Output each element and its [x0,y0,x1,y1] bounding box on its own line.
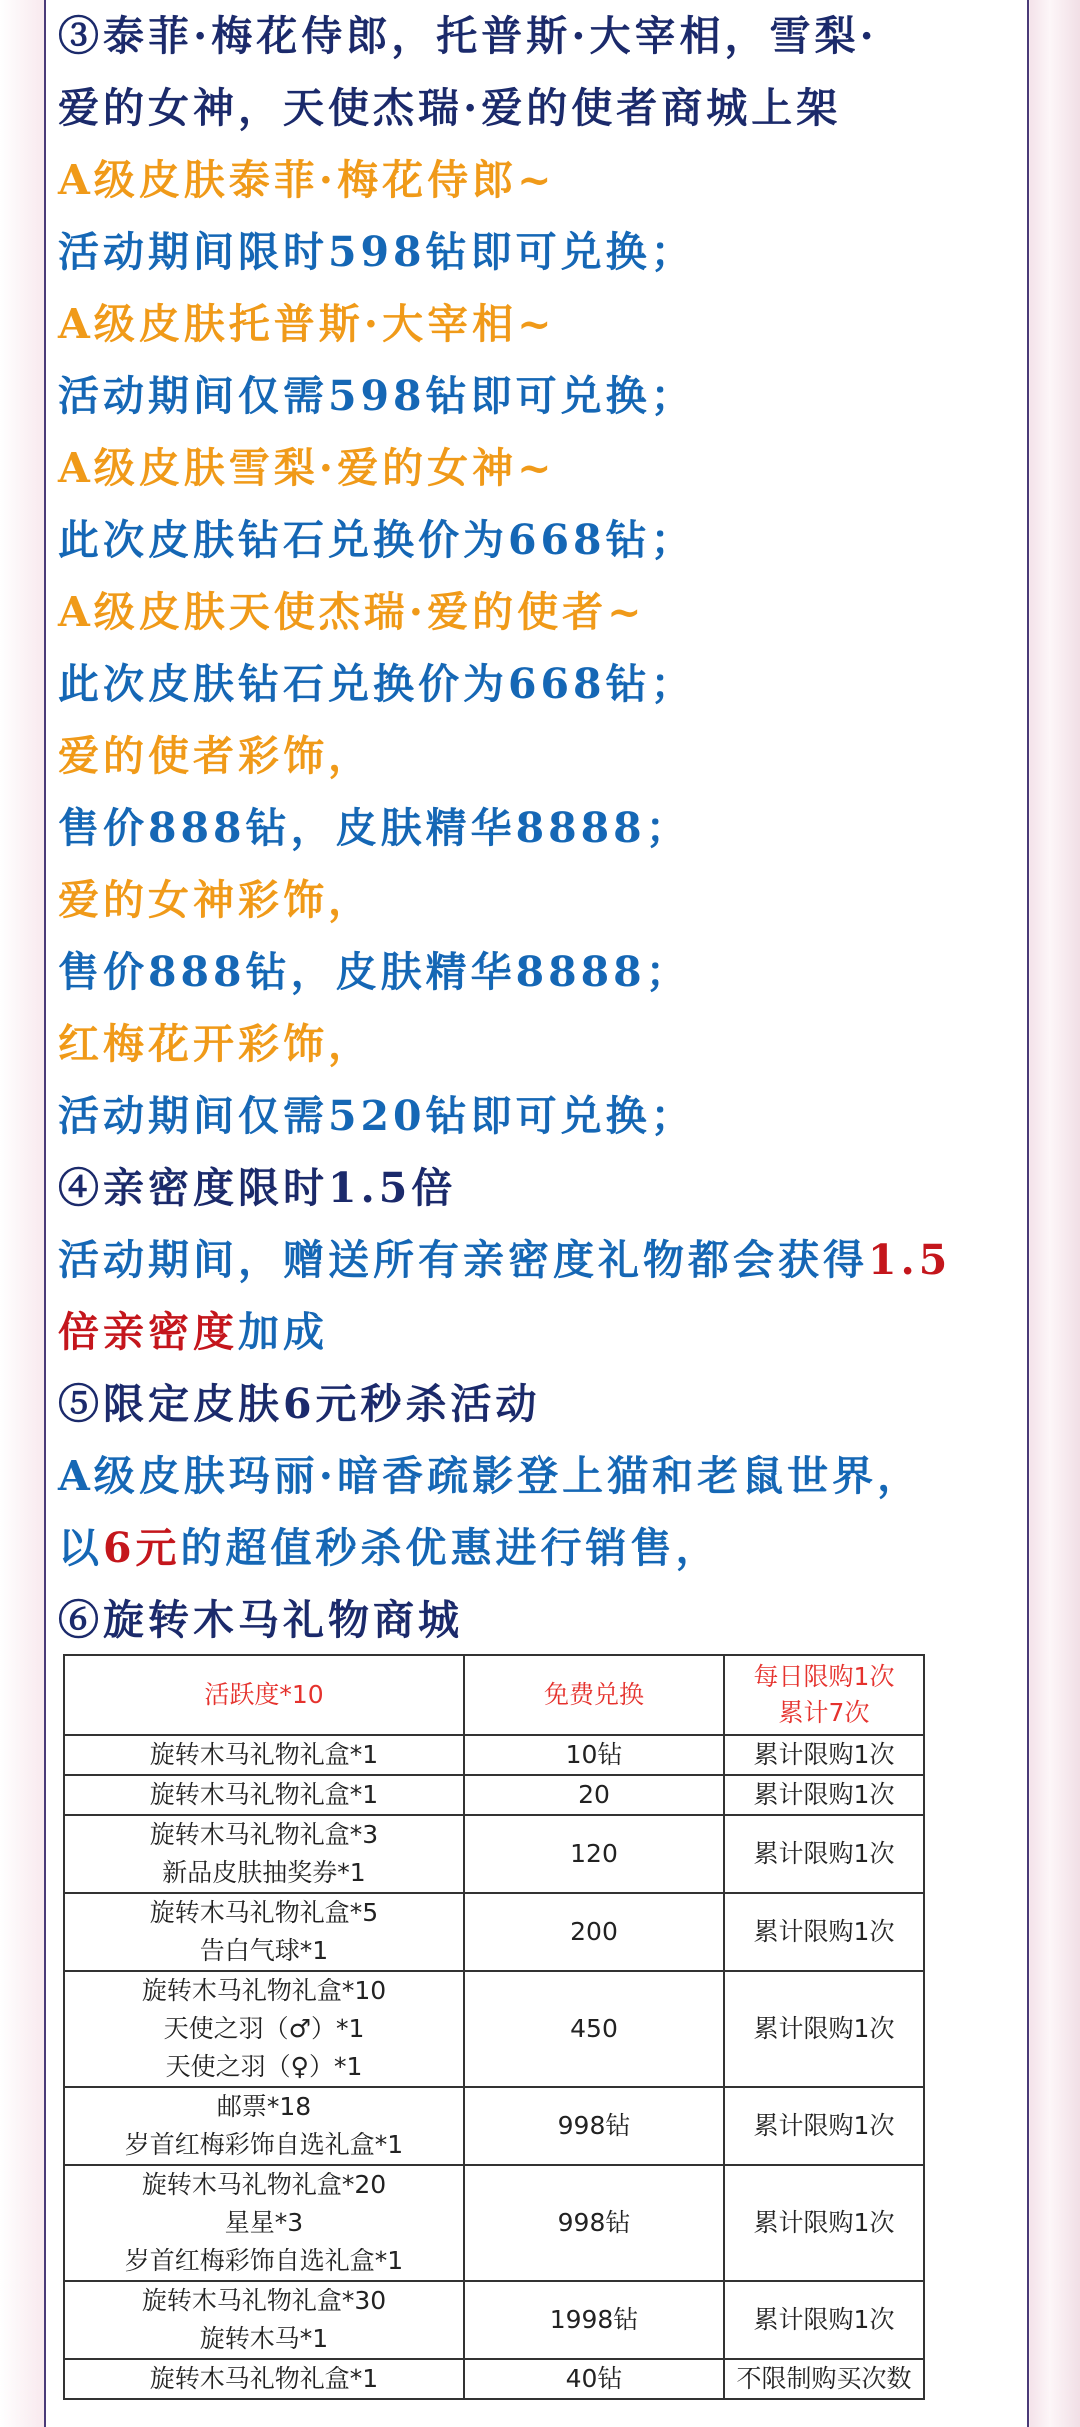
price-cell: 200 [464,1893,724,1971]
reward-items-cell [64,1893,464,1971]
limit-cell: 累计限购1次 [724,2087,924,2165]
reward-items-cell [64,1775,464,1815]
announcement-line: A级皮肤天使杰瑞·爱的使者~ [58,588,646,636]
article-content [58,0,1018,1656]
announcement-line: 爱的女神，天使杰瑞·爱的使者商城上架 [58,84,842,132]
announcement-line: 爱的使者彩饰， [58,732,373,780]
header-purchase-limit [724,1655,924,1735]
reward-item: 星星*3 [224,2208,304,2237]
reward-item: 旋转木马礼物礼盒*3 [149,1820,379,1849]
reward-item: 邮票*18 [216,2092,312,2121]
header-free-exchange: 免费兑换 [464,1655,724,1735]
reward-items-cell [64,1815,464,1893]
announcement-line: 活动期间仅需520钻即可兑换； [58,1092,696,1140]
announcement-line: ④亲密度限时1.5倍 [58,1164,457,1212]
limit-cell: 累计限购1次 [724,1815,924,1893]
table-row [64,2359,924,2399]
flash-sale-heading: ⑤限定皮肤6元秒杀活动 [58,1380,541,1428]
flash-sale-line-2 [58,1512,1018,1584]
table-row [64,1775,924,1815]
limit-cell: 累计限购1次 [724,1971,924,2087]
table-row [64,1815,924,1893]
page-background-left [0,0,44,2427]
announcement-line: 爱的女神彩饰， [58,876,373,924]
announcement-line: 售价888钻，皮肤精华8888； [58,804,691,852]
announcement-lines [58,0,1018,1224]
reward-item: 告白气球*1 [199,1936,329,1965]
table-row [64,2087,924,2165]
flash-sale-suffix: 的超值秒杀优惠进行销售， [180,1524,721,1572]
announcement-line: 此次皮肤钻石兑换价为668钻； [58,516,696,564]
reward-items-cell [64,2165,464,2281]
reward-item: 旋转木马*1 [199,2324,329,2353]
reward-item: 岁首红梅彩饰自选礼盒*1 [124,2246,404,2275]
table-body [64,1735,924,2399]
table-row [64,2165,924,2281]
gift-shop-table-wrapper [63,1654,925,2400]
announcement-line: 活动期间限时598钻即可兑换； [58,228,696,276]
announcement-line: A级皮肤泰菲·梅花侍郎~ [58,156,556,204]
reward-items-cell [64,1971,464,2087]
intimacy-multiplier-unit: 倍亲密度 [58,1308,238,1356]
table-row [64,1971,924,2087]
announcement-line: 此次皮肤钻石兑换价为668钻； [58,660,696,708]
reward-item: 天使之羽（♂）*1 [163,2014,365,2043]
announcement-line: 红梅花开彩饰， [58,1020,373,1068]
price-cell: 998钻 [464,2165,724,2281]
announcement-line: 售价888钻，皮肤精华8888； [58,948,691,996]
table-row [64,1893,924,1971]
limit-cell: 累计限购1次 [724,2281,924,2359]
article-panel [44,0,1029,2427]
intimacy-text: 活动期间，赠送所有亲密度礼物都会获得 [58,1236,868,1284]
reward-item: 旋转木马礼物礼盒*1 [149,1780,379,1809]
limit-cell: 累计限购1次 [724,2165,924,2281]
header-total-limit: 累计7次 [778,1698,870,1727]
reward-item: 旋转木马礼物礼盒*10 [141,1976,387,2005]
reward-item: 旋转木马礼物礼盒*5 [149,1898,379,1927]
flash-sale-price: 6元 [103,1524,181,1572]
price-cell: 1998钻 [464,2281,724,2359]
reward-item: 旋转木马礼物礼盒*1 [149,2364,379,2393]
intimacy-bonus-text: 加成 [238,1308,328,1356]
reward-item: 旋转木马礼物礼盒*30 [141,2286,387,2315]
intimacy-multiplier: 1.5 [868,1236,952,1284]
announcement-line: ③泰菲·梅花侍郎，托普斯·大宰相，雪梨· [58,12,878,60]
table-row [64,1735,924,1775]
reward-item: 岁首红梅彩饰自选礼盒*1 [124,2130,404,2159]
flash-sale-prefix: 以 [58,1524,103,1572]
reward-item: 旋转木马礼物礼盒*20 [141,2170,387,2199]
price-cell: 20 [464,1775,724,1815]
limit-cell: 累计限购1次 [724,1735,924,1775]
price-cell: 998钻 [464,2087,724,2165]
announcement-line: 活动期间仅需598钻即可兑换； [58,372,696,420]
flash-sale-line-1: A级皮肤玛丽·暗香疏影登上猫和老鼠世界， [58,1452,923,1500]
table-header-row [64,1655,924,1735]
price-cell: 450 [464,1971,724,2087]
price-cell: 40钻 [464,2359,724,2399]
reward-items-cell [64,2087,464,2165]
intimacy-line-1 [58,1224,1018,1296]
reward-item: 新品皮肤抽奖券*1 [162,1858,366,1887]
announcement-line: A级皮肤托普斯·大宰相~ [58,300,556,348]
limit-cell: 不限制购买次数 [724,2359,924,2399]
price-cell: 10钻 [464,1735,724,1775]
reward-items-cell [64,2281,464,2359]
table-row [64,2281,924,2359]
limit-cell: 累计限购1次 [724,1893,924,1971]
announcement-line: A级皮肤雪梨·爱的女神~ [58,444,556,492]
gift-shop-table [63,1654,925,2400]
intimacy-line-2 [58,1296,1018,1368]
reward-item: 天使之羽（♀）*1 [165,2052,363,2081]
header-activity: 活跃度*10 [64,1655,464,1735]
page-background-right [1030,0,1080,2427]
limit-cell: 累计限购1次 [724,1775,924,1815]
reward-items-cell [64,2359,464,2399]
price-cell: 120 [464,1815,724,1893]
header-daily-limit: 每日限购1次 [753,1662,895,1691]
gift-shop-heading: ⑥旋转木马礼物商城 [58,1596,463,1644]
reward-items-cell [64,1735,464,1775]
reward-item: 旋转木马礼物礼盒*1 [149,1740,379,1769]
